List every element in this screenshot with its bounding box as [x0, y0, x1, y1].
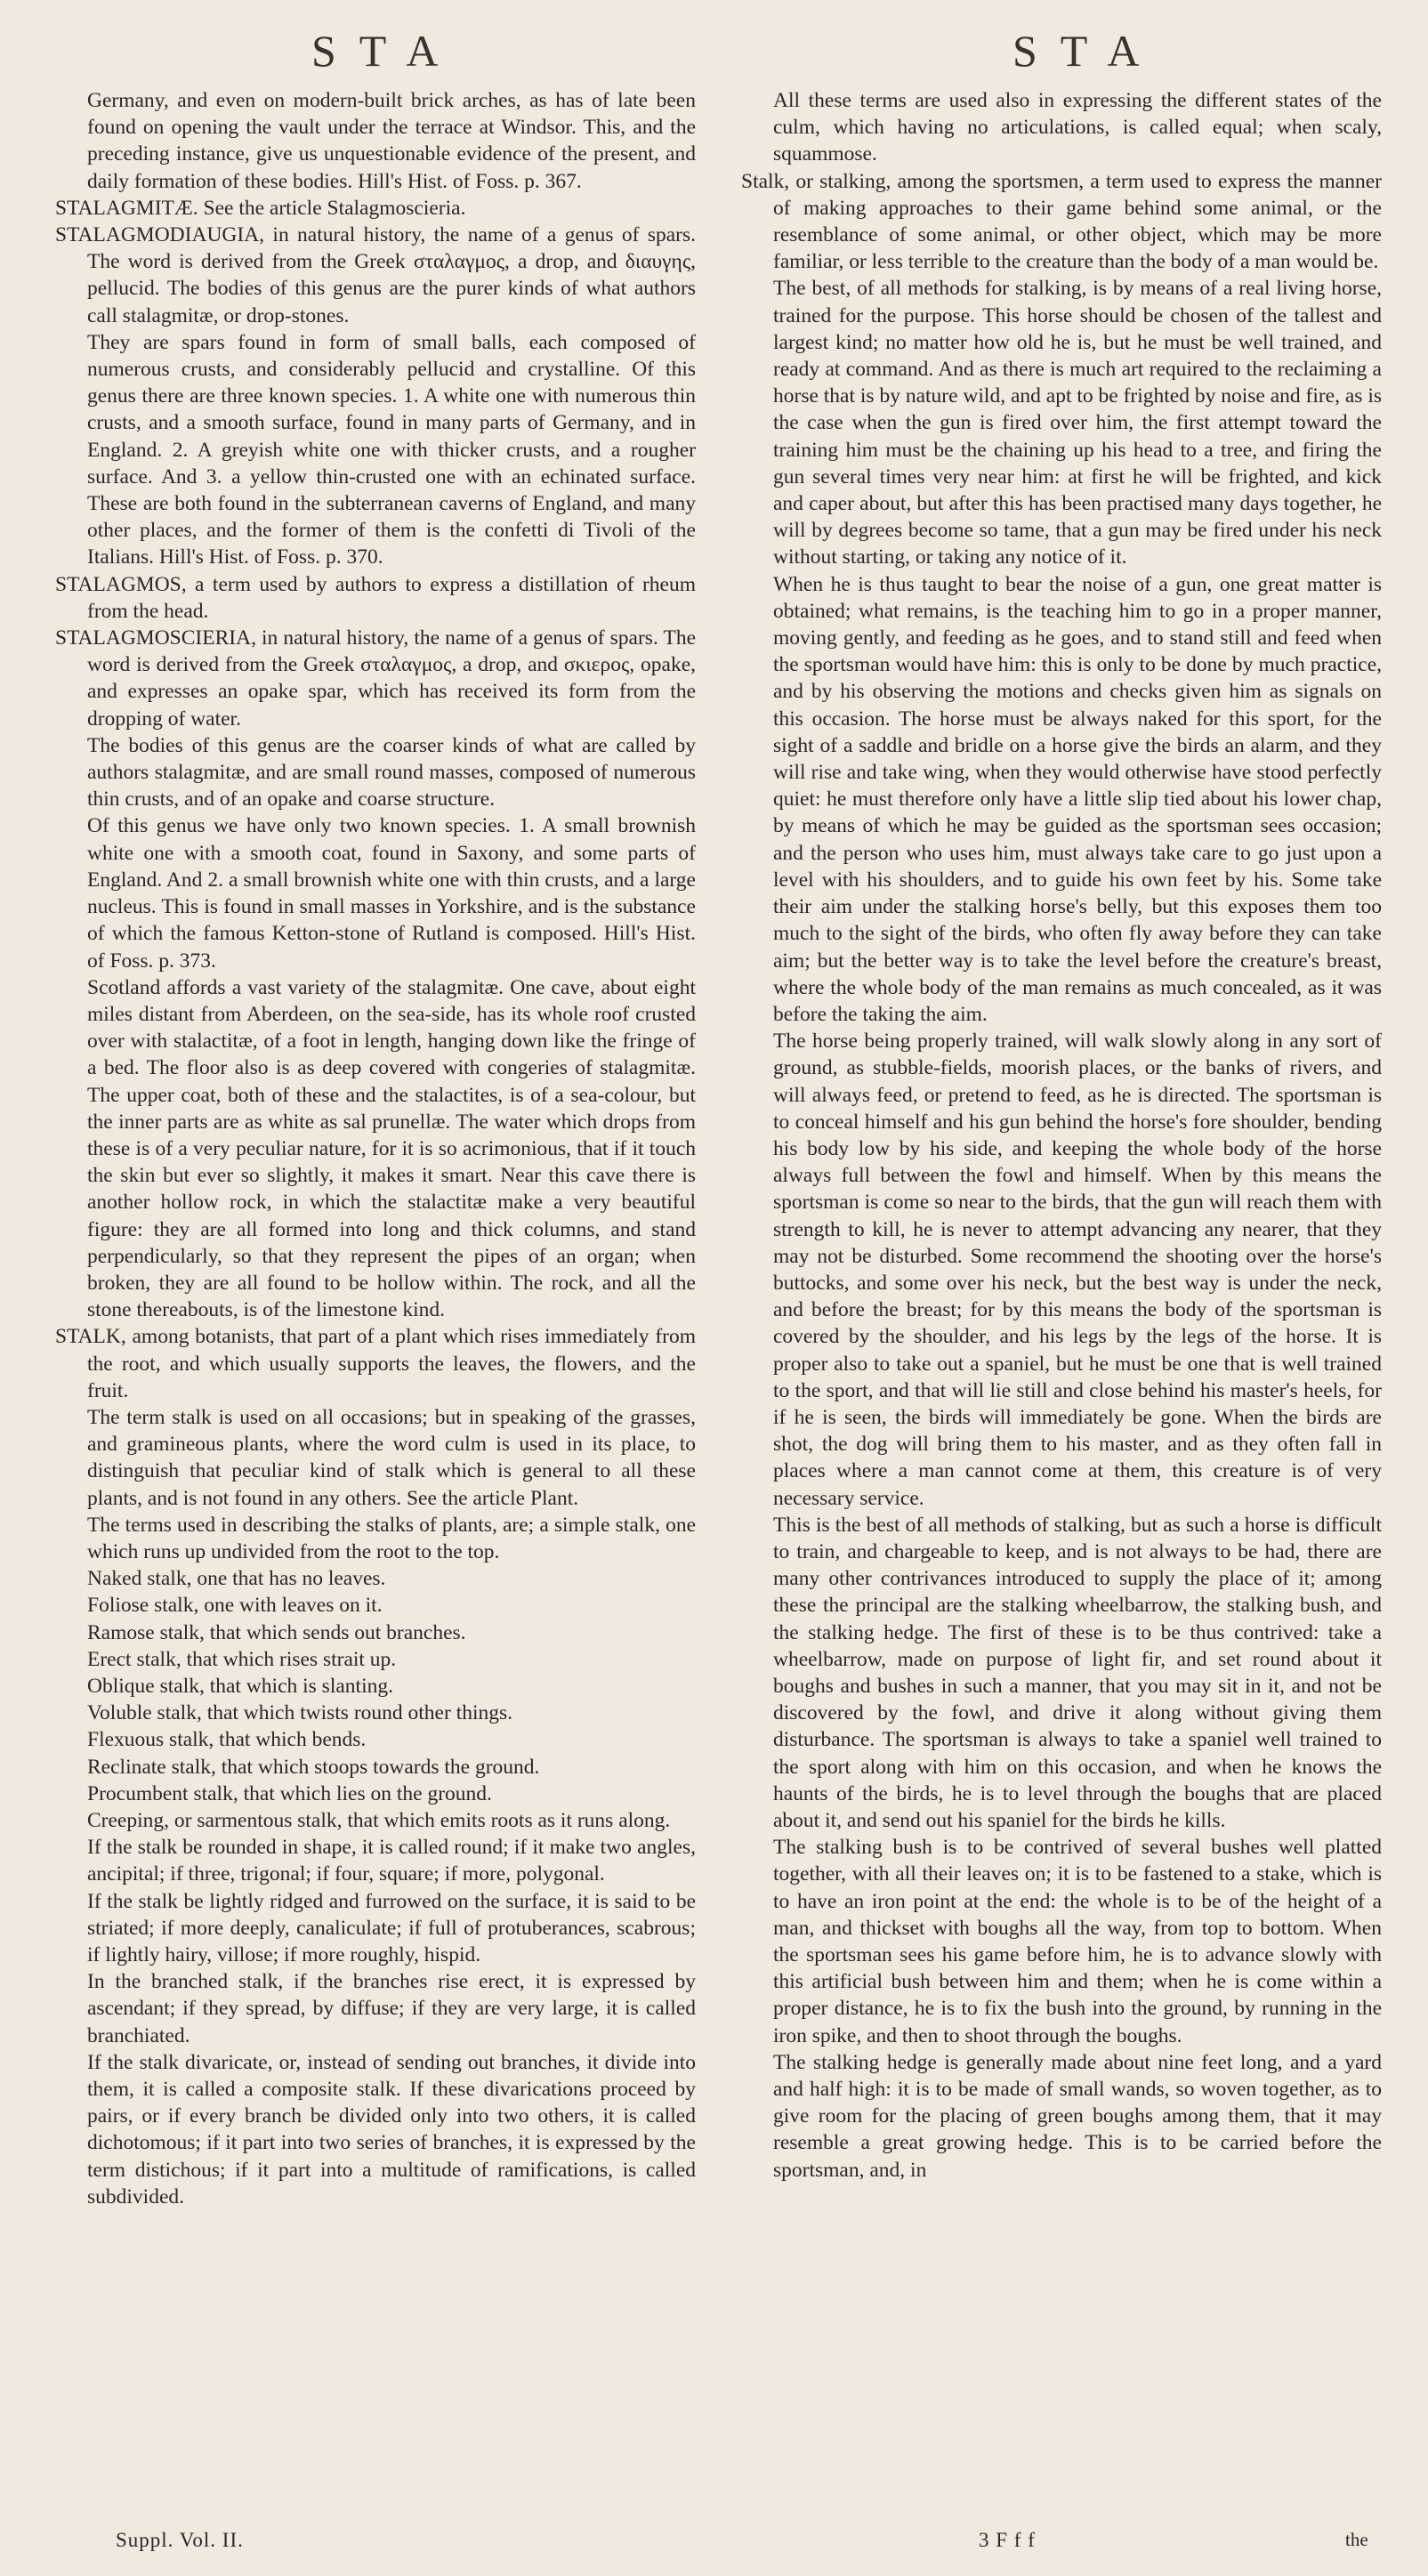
- body-paragraph: Procumbent stalk, that which lies on the ground.: [87, 1781, 492, 1805]
- entry-paragraph: Stalk, or stalking, among the sportsmen, a term used to express the manner of making approaches to their game behind some animal, or the resemblance of some animal, or other object, which may be more familiar, or less terrible to the creature than the body of a man would be.: [741, 169, 1382, 274]
- running-head-right: STA: [1013, 26, 1163, 76]
- body-paragraph: In the branched stalk, if the branches rise erect, it is expressed by ascendant; if they spread, by diffuse; if they are very large, it is called branchiated.: [87, 1970, 696, 2047]
- body-paragraph: Of this genus we have only two known species. 1. A small brownish white one with a smooth coat, found in Saxony, and some parts of England. And 2. a small brownish white one with thin crusts, and a large nucleus. This is found in small masses in Yorkshire, and is the substance of which the famous Ketton-stone of Rutland is composed. Hill's Hist. of Foss. p. 373.: [87, 814, 696, 973]
- body-paragraph: Germany, and even on modern-built brick arches, as has of late been found on opening the vault under the terrace at Windsor. This, and the preceding instance, give us unquestionable evidence of the present, and daily formation of these bodies. Hill's Hist. of Foss. p. 367.: [87, 89, 696, 193]
- signature-mark: 3 F f f: [979, 2529, 1036, 2551]
- body-paragraph: The best, of all methods for stalking, is by means of a real living horse, trained for the purpose. This horse should be chosen of the tallest and largest kind; no matter how old he is, but he must be well trained, and ready at command. And as there is much art required to the reclaiming a horse that is by nature wild, and apt to be frighted by noise and fire, as is the case when the gun is fired over him, the first attempt toward the training him must be the chaining up his head to a tree, and firing the gun several times very near him: at first he will be frighted, and kick and caper about, but after this has been practised many days together, he will by degrees become so tame, that a gun may be fired under his neck without starting, or taking any notice of it.: [773, 277, 1382, 569]
- entry-paragraph: STALAGMOS, a term used by authors to express a distillation of rheum from the head.: [55, 572, 696, 623]
- body-paragraph: The stalking bush is to be contrived of several bushes well platted together, with all their leaves on; it is to be fastened to a stake, which is to have an iron point at the end: the whole is to be of the height of a man, and thickset with boughs all the way, from top to bottom. When the sportsman sees his game before him, he is to advance slowly with this artificial bush between him and them; when he is come within a proper distance, he is to fix the bush into the ground, by running in the iron spike, and then to shoot through the boughs.: [773, 1836, 1382, 2047]
- body-paragraph: Foliose stalk, one with leaves on it.: [87, 1594, 383, 1618]
- body-paragraph: If the stalk be rounded in shape, it is called round; if it make two angles, ancipital; if three, trigonal; if four, square; if more, polygonal.: [87, 1836, 696, 1886]
- body-paragraph: Erect stalk, that which rises strait up.: [87, 1647, 397, 1671]
- body-paragraph: When he is thus taught to bear the noise of a gun, one great matter is obtained; what remains, is the teaching him to go in a proper manner, moving gently, and feeding as he goes, and to stand still and feed when the sportsman would have him: this is only to be done by much practice, and by his observing the motions and checks given him as signals on this occasion. The horse must be always naked for this sport, for the sight of a saddle and bridle on a horse give the birds an alarm, and they will rise and take wing, when they would otherwise have stood perfectly quiet: he must therefore only have a little slip tied about his lower chap, by means of which he may be guided as the sportsman sees occasion; and the person who uses him, must always take care to go just upon a level with his shoulders, and to guide his own feet by his. Some take their aim under the stalking horse's belly, but this exposes them too much to the sight of the birds, who often fly away before they can take aim; but the better way is to take the level before the creature's breast, where the whole body of the man remains as much concealed, as it was before the taking the aim.: [773, 572, 1382, 1026]
- entry-paragraph: STALAGMOSCIERIA, in natural history, the name of a genus of spars. The word is derived from the Greek σταλαγμος, a drop, and σκιερος, opake, and expresses an opake spar, which has received its form from the dropping of water.: [55, 626, 696, 731]
- body-paragraph: Oblique stalk, that which is slanting.: [87, 1674, 393, 1698]
- body-paragraph: Scotland affords a vast variety of the stalagmitæ. One cave, about eight miles distant from Aberdeen, on the sea-side, has its whole roof crusted over with stalactitæ, of a foot in length, hanging down like the fringe of a bed. The floor also is as deep covered with congeries of stalagmitæ. The upper coat, both of these and the stalactites, is of a sea-colour, but the inner parts are as white as sal prunellæ. The water which drops from these is of a very peculiar nature, for it is so acrimonious, that if it touch the skin but ever so slightly, it makes it smart. Near this cave there is another hollow rock, in which the stalactitæ make a very beautiful figure: they are all formed into long and thick columns, and stand perpendicularly, so that they represent the pipes of an organ; when broken, they are all found to be hollow within. The rock, and all the stone thereabouts, is of the limestone kind.: [87, 975, 696, 1322]
- body-paragraph: The terms used in describing the stalks of plants, are; a simple stalk, one which runs up undivided from the root to the top.: [87, 1513, 696, 1563]
- body-paragraph: Voluble stalk, that which twists round other things.: [87, 1701, 513, 1725]
- catchword: the: [1345, 2529, 1368, 2550]
- body-paragraph: The stalking hedge is generally made about nine feet long, and a yard and half high: it is to be made of small wands, so woven together, as to give room for the placing of green boughs among them, that it may resemble a great growing hedge. This is to be carried before the sportsman, and, in: [773, 2050, 1382, 2182]
- volume-footer: Suppl. Vol. II.: [116, 2529, 244, 2551]
- body-paragraph: Naked stalk, one that has no leaves.: [87, 1567, 386, 1591]
- left-column: [55, 87, 696, 2210]
- body-paragraph: Flexuous stalk, that which bends.: [87, 1728, 367, 1752]
- entry-paragraph: STALAGMITÆ. See the article Stalagmoscieria.: [55, 196, 466, 220]
- body-paragraph: They are spars found in form of small balls, each composed of numerous crusts, and considerably pellucid and crystalline. Of this genus there are three known species. 1. A white one with numerous thin crusts, and a smooth surface, found in many parts of Germany, and in England. 2. A greyish white one with thicker crusts, and a rougher surface. And 3. a yellow thin-crusted one with an echinated surface. These are both found in the subterranean caverns of England, and many other places, and the former of them is the confetti di Tivoli of the Italians. Hill's Hist. of Foss. p. 370.: [87, 330, 696, 569]
- body-paragraph: The bodies of this genus are the coarser kinds of what are called by authors stalagmitæ, and are small round masses, composed of numerous thin crusts, and of an opake and coarse structure.: [87, 733, 696, 812]
- body-paragraph: All these terms are used also in expressing the different states of the culm, which having no articulations, is called equal; when scaly, squammose.: [773, 89, 1382, 166]
- running-head-left: STA: [311, 26, 462, 76]
- right-column: [741, 87, 1382, 2184]
- entry-paragraph: STALK, among botanists, that part of a plant which rises immediately from the root, and which usually supports the leaves, the flowers, and the fruit.: [55, 1325, 696, 1402]
- body-paragraph: The term stalk is used on all occasions; but in speaking of the grasses, and gramineous plants, where the word culm is used in its place, to distinguish that peculiar kind of stalk which is general to all these plants, and is not found in any others. See the article Plant.: [87, 1405, 696, 1510]
- body-paragraph: Reclinate stalk, that which stoops towards the ground.: [87, 1755, 540, 1779]
- body-paragraph: If the stalk be lightly ridged and furrowed on the surface, it is said to be striated; if more deeply, canaliculate; if full of protuberances, scabrous; if lightly hairy, villose; if more roughly, hispid.: [87, 1889, 696, 1967]
- body-paragraph: Creeping, or sarmentous stalk, that which emits roots as it runs along.: [87, 1809, 671, 1832]
- body-paragraph: Ramose stalk, that which sends out branches.: [87, 1620, 466, 1644]
- body-paragraph: This is the best of all methods of stalking, but as such a horse is difficult to train, and chargeable to keep, and is not always to be had, there are many other contrivances introduced to supply the place of it; among these the principal are the stalking wheelbarrow, the stalking bush, and the stalking hedge. The first of these is to be thus contrived: take a wheelbarrow, made on purpose of light fir, and set round about it boughs and bushes in such a manner, that you may sit in it, and not be discovered by the fowl, and drive it along without giving them disturbance. The sportsman is always to take a spaniel well trained to the sport along with him on this occasion, and when he knows the haunts of the birds, he is to level through the boughs that are placed about it, and send out his spaniel for the birds he kills.: [773, 1513, 1382, 1832]
- body-paragraph: If the stalk divaricate, or, instead of sending out branches, it divide into them, it is called a composite stalk. If these divarications proceed by pairs, or if every branch be divided only into two others, it is called dichotomous; if it part into two series of branches, it is expressed by the term distichous; if it part into a multitude of ramifications, is called subdivided.: [87, 2050, 696, 2209]
- body-paragraph: The horse being properly trained, will walk slowly along in any sort of ground, as stubble-fields, moorish places, or the banks of rivers, and will always feed, or pretend to feed, as he is directed. The sportsman is to conceal himself and his gun behind the horse's fore shoulder, bending his body low by his side, and keeping the whole body of the horse always full between the fowl and himself. When by this means the sportsman is come so near to the birds, that the gun will reach them with strength to kill, he is never to attempt advancing any nearer, that they may not be disturbed. Some recommend the shooting over the horse's buttocks, and some over his neck, but the best way is under the neck, and before the breast; for by this means the body of the sportsman is covered by the shoulder, and his legs by the legs of the horse. It is proper also to take out a spaniel, but he must be one that is well trained to the sport, and that will lie still and close behind his master's heels, for if he is seen, the birds will immediately be gone. When the birds are shot, the dog will bring them to his master, and as they often fall in places where a man cannot come at them, this creature is of very necessary service.: [773, 1030, 1382, 1510]
- entry-paragraph: STALAGMODIAUGIA, in natural history, the name of a genus of spars. The word is derived from the Greek σταλαγμος, a drop, and διαυγης, pellucid. The bodies of this genus are the purer kinds of what authors call stalagmitæ, or drop-stones.: [55, 223, 696, 327]
